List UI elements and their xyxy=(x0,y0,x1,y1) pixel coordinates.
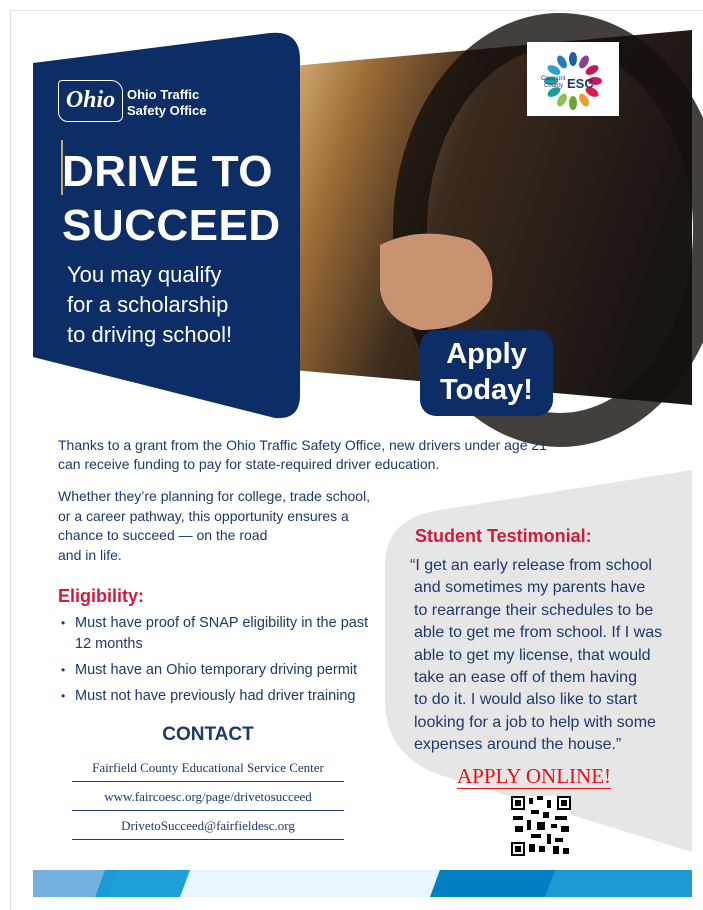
bottom-stripe xyxy=(33,870,692,897)
subtitle xyxy=(67,260,232,350)
contact-website-link[interactable]: www.faircoesc.org/page/drivetosucceed xyxy=(72,782,344,811)
intro-line: Whether they’re planning for college, trade school, xyxy=(58,488,371,504)
org-name-line2: Safety Office xyxy=(127,103,207,118)
apply-today-button[interactable] xyxy=(420,330,553,416)
ohio-logo xyxy=(58,80,123,122)
quote-line: and sometimes my parents have xyxy=(414,579,646,597)
quote-line: take an ease off of them having xyxy=(414,669,637,687)
contact-heading: CONTACT xyxy=(162,724,254,745)
partner-logo xyxy=(527,42,619,116)
eligibility-item: • Must not have previously had driver training xyxy=(59,686,379,707)
intro-line: chance to succeed — on the road xyxy=(58,527,268,543)
subtitle-line: for a scholarship xyxy=(67,292,229,317)
title-line1: DRIVE TO xyxy=(62,147,274,196)
intro-line: or a career pathway, this opportunity ensures a xyxy=(58,507,349,524)
intro-line: can receive funding to pay for state-required driver education. xyxy=(58,456,440,472)
quote-line: expenses around the house.” xyxy=(414,736,622,754)
today-label: Today! xyxy=(440,374,533,406)
intro-line: Thanks to a grant from the Ohio Traffic Safety Office, new drivers under age 21 xyxy=(58,437,547,453)
testimonial-quote xyxy=(410,555,662,757)
quote-line: to rearrange their schedules to be xyxy=(414,601,654,619)
flower-logo-icon xyxy=(527,42,619,116)
intro-paragraph-1 xyxy=(58,436,547,474)
subtitle-line: to driving school! xyxy=(67,322,233,347)
title-line2: SUCCEED xyxy=(62,201,281,250)
eligibility-item: • Must have an Ohio temporary driving permit xyxy=(59,660,379,681)
svg-text:Clermont: Clermont xyxy=(541,76,566,82)
quote-line: “I get an early release from school xyxy=(410,557,652,574)
apply-online-link[interactable]: APPLY ONLINE! xyxy=(457,764,612,788)
quote-line: to do it. I would also like to start xyxy=(414,691,638,709)
ohio-logo-word: Ohio xyxy=(65,87,116,113)
testimonial-heading: Student Testimonial: xyxy=(415,526,592,546)
org-name-line1: Ohio Traffic xyxy=(127,87,200,102)
contact-block xyxy=(72,753,344,840)
svg-text:ESC: ESC xyxy=(567,76,594,91)
eligibility-item: • Must have proof of SNAP eligibility in the past 12 months xyxy=(59,613,379,655)
svg-text:County: County xyxy=(544,83,564,89)
qr-code-icon[interactable] xyxy=(511,796,571,856)
contact-organization: Fairfield County Educational Service Center xyxy=(72,753,344,782)
eligibility-heading: Eligibility: xyxy=(58,586,145,606)
quote-line: able to get my license, that would xyxy=(414,646,651,664)
org-name xyxy=(127,87,206,119)
quote-line: able to get me from school. If I was xyxy=(414,624,663,642)
apply-label: Apply xyxy=(446,338,527,370)
eligibility-list xyxy=(59,613,379,712)
intro-line: and in life. xyxy=(58,546,122,563)
quote-line: looking for a job to help with some xyxy=(414,713,656,731)
page-title xyxy=(62,145,281,253)
subtitle-line: You may qualify xyxy=(67,262,222,287)
intro-paragraph-2 xyxy=(58,487,370,565)
contact-email-link[interactable]: DrivetoSucceed@fairfieldesc.org xyxy=(72,811,344,840)
